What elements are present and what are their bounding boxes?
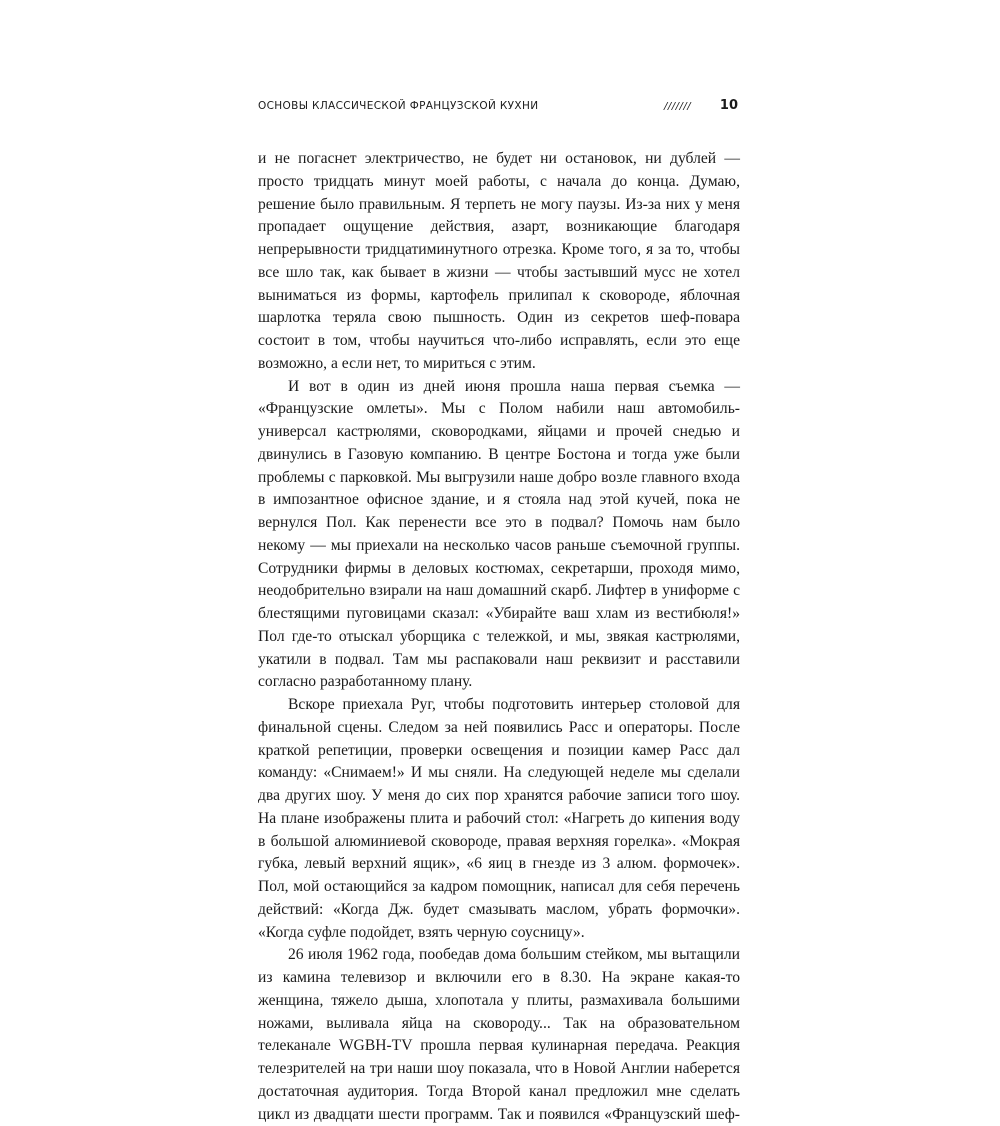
header-ornament: ///////	[664, 101, 692, 112]
body-text	[258, 148, 740, 1126]
paragraph-1: и не погаснет электричество, не будет ни остановок, ни дублей — просто тридцать минут моей работы, с начала до конца. Думаю, решение было правильным. Я терпеть не могу паузы. Из-за них у меня пропадает ощущение действия, азарт, возникающие благодаря непрерывности тридцатиминутного отрезка. Кроме того, я за то, чтобы все шло так, как бывает в жизни — чтобы застывший мусс не хотел выниматься из формы, картофель прилипал к сковороде, яблочная шарлотка теряла свою пышность. Один из секретов шеф-повара состоит в том, чтобы научиться что-либо исправлять, если это еще возможно, а если нет, то мириться с этим.	[258, 150, 740, 372]
chapter-title: ОСНОВЫ КЛАССИЧЕСКОЙ ФРАНЦУЗСКОЙ КУХНИ	[258, 100, 539, 112]
paragraph-3: Вскоре приехала Руг, чтобы подготовить интерьер столовой для финальной сцены. Следом за ней появились Расс и операторы. После краткой репетиции, проверки освещения и позиции камер Расс дал команду: «Снимаем!» И мы сняли. На следующей неделе мы сделали два других шоу. У меня до сих пор хранятся рабочие записи того шоу. На плане изображены плита и рабочий стол: «Нагреть до кипения воду в большой алюминиевой сковороде, правая верхняя горелка». «Мокрая губка, левый верхний ящик», «6 яиц в гнезде из 3 алюм. формочек». Пол, мой остающийся за кадром помощник, написал для себя перечень действий: «Когда Дж. будет смазывать маслом, убрать формочки». «Когда суфле подойдет, взять черную соусницу».	[258, 696, 740, 941]
paragraph-2: И вот в один из дней июня прошла наша первая съемка — «Французские омлеты». Мы с Полом набили наш автомобиль-универсал кастрюлями, сковородками, яйцами и прочей снедью и двинулись в Газовую компанию. В центре Бостона и тогда уже были проблемы с парковкой. Мы выгрузили наше добро возле главного входа в импозантное офисное здание, и я стояла над этой кучей, пока не вернулся Пол. Как перенести все это в подвал? Помочь нам было некому — мы приехали на несколько часов раньше съемочной группы. Сотрудники фирмы в деловых костюмах, секретарши, проходя мимо, неодобрительно взирали на наш домашний скарб. Лифтер в униформе с блестящими пуговицами сказал: «Убирайте ваш хлам из вестибюля!» Пол где-то отыскал уборщика с тележкой, и мы, звякая кастрюлями, укатили в подвал. Там мы распаковали наш реквизит и расставили согласно разработанному плану.	[258, 377, 740, 691]
page-number: 10	[719, 98, 738, 113]
paragraph-4: 26 июля 1962 года, пообедав дома большим стейком, мы вытащили из камина телевизор и включили его в 8.30. На экране какая-то женщина, тяжело дыша, хлопотала у плиты, размахивала большими ножами, выливала яйца на сковороду... Так на образовательном телеканале WGBH-TV прошла первая кулинарная передача. Реакция телезрителей на три наши шоу показала, что в Новой Англии наберется достаточная аудитория. Тогда Второй канал предложил мне сделать цикл из двадцати шести программ. Так и появился «Французский шеф-	[258, 946, 740, 1123]
running-header	[258, 98, 740, 118]
